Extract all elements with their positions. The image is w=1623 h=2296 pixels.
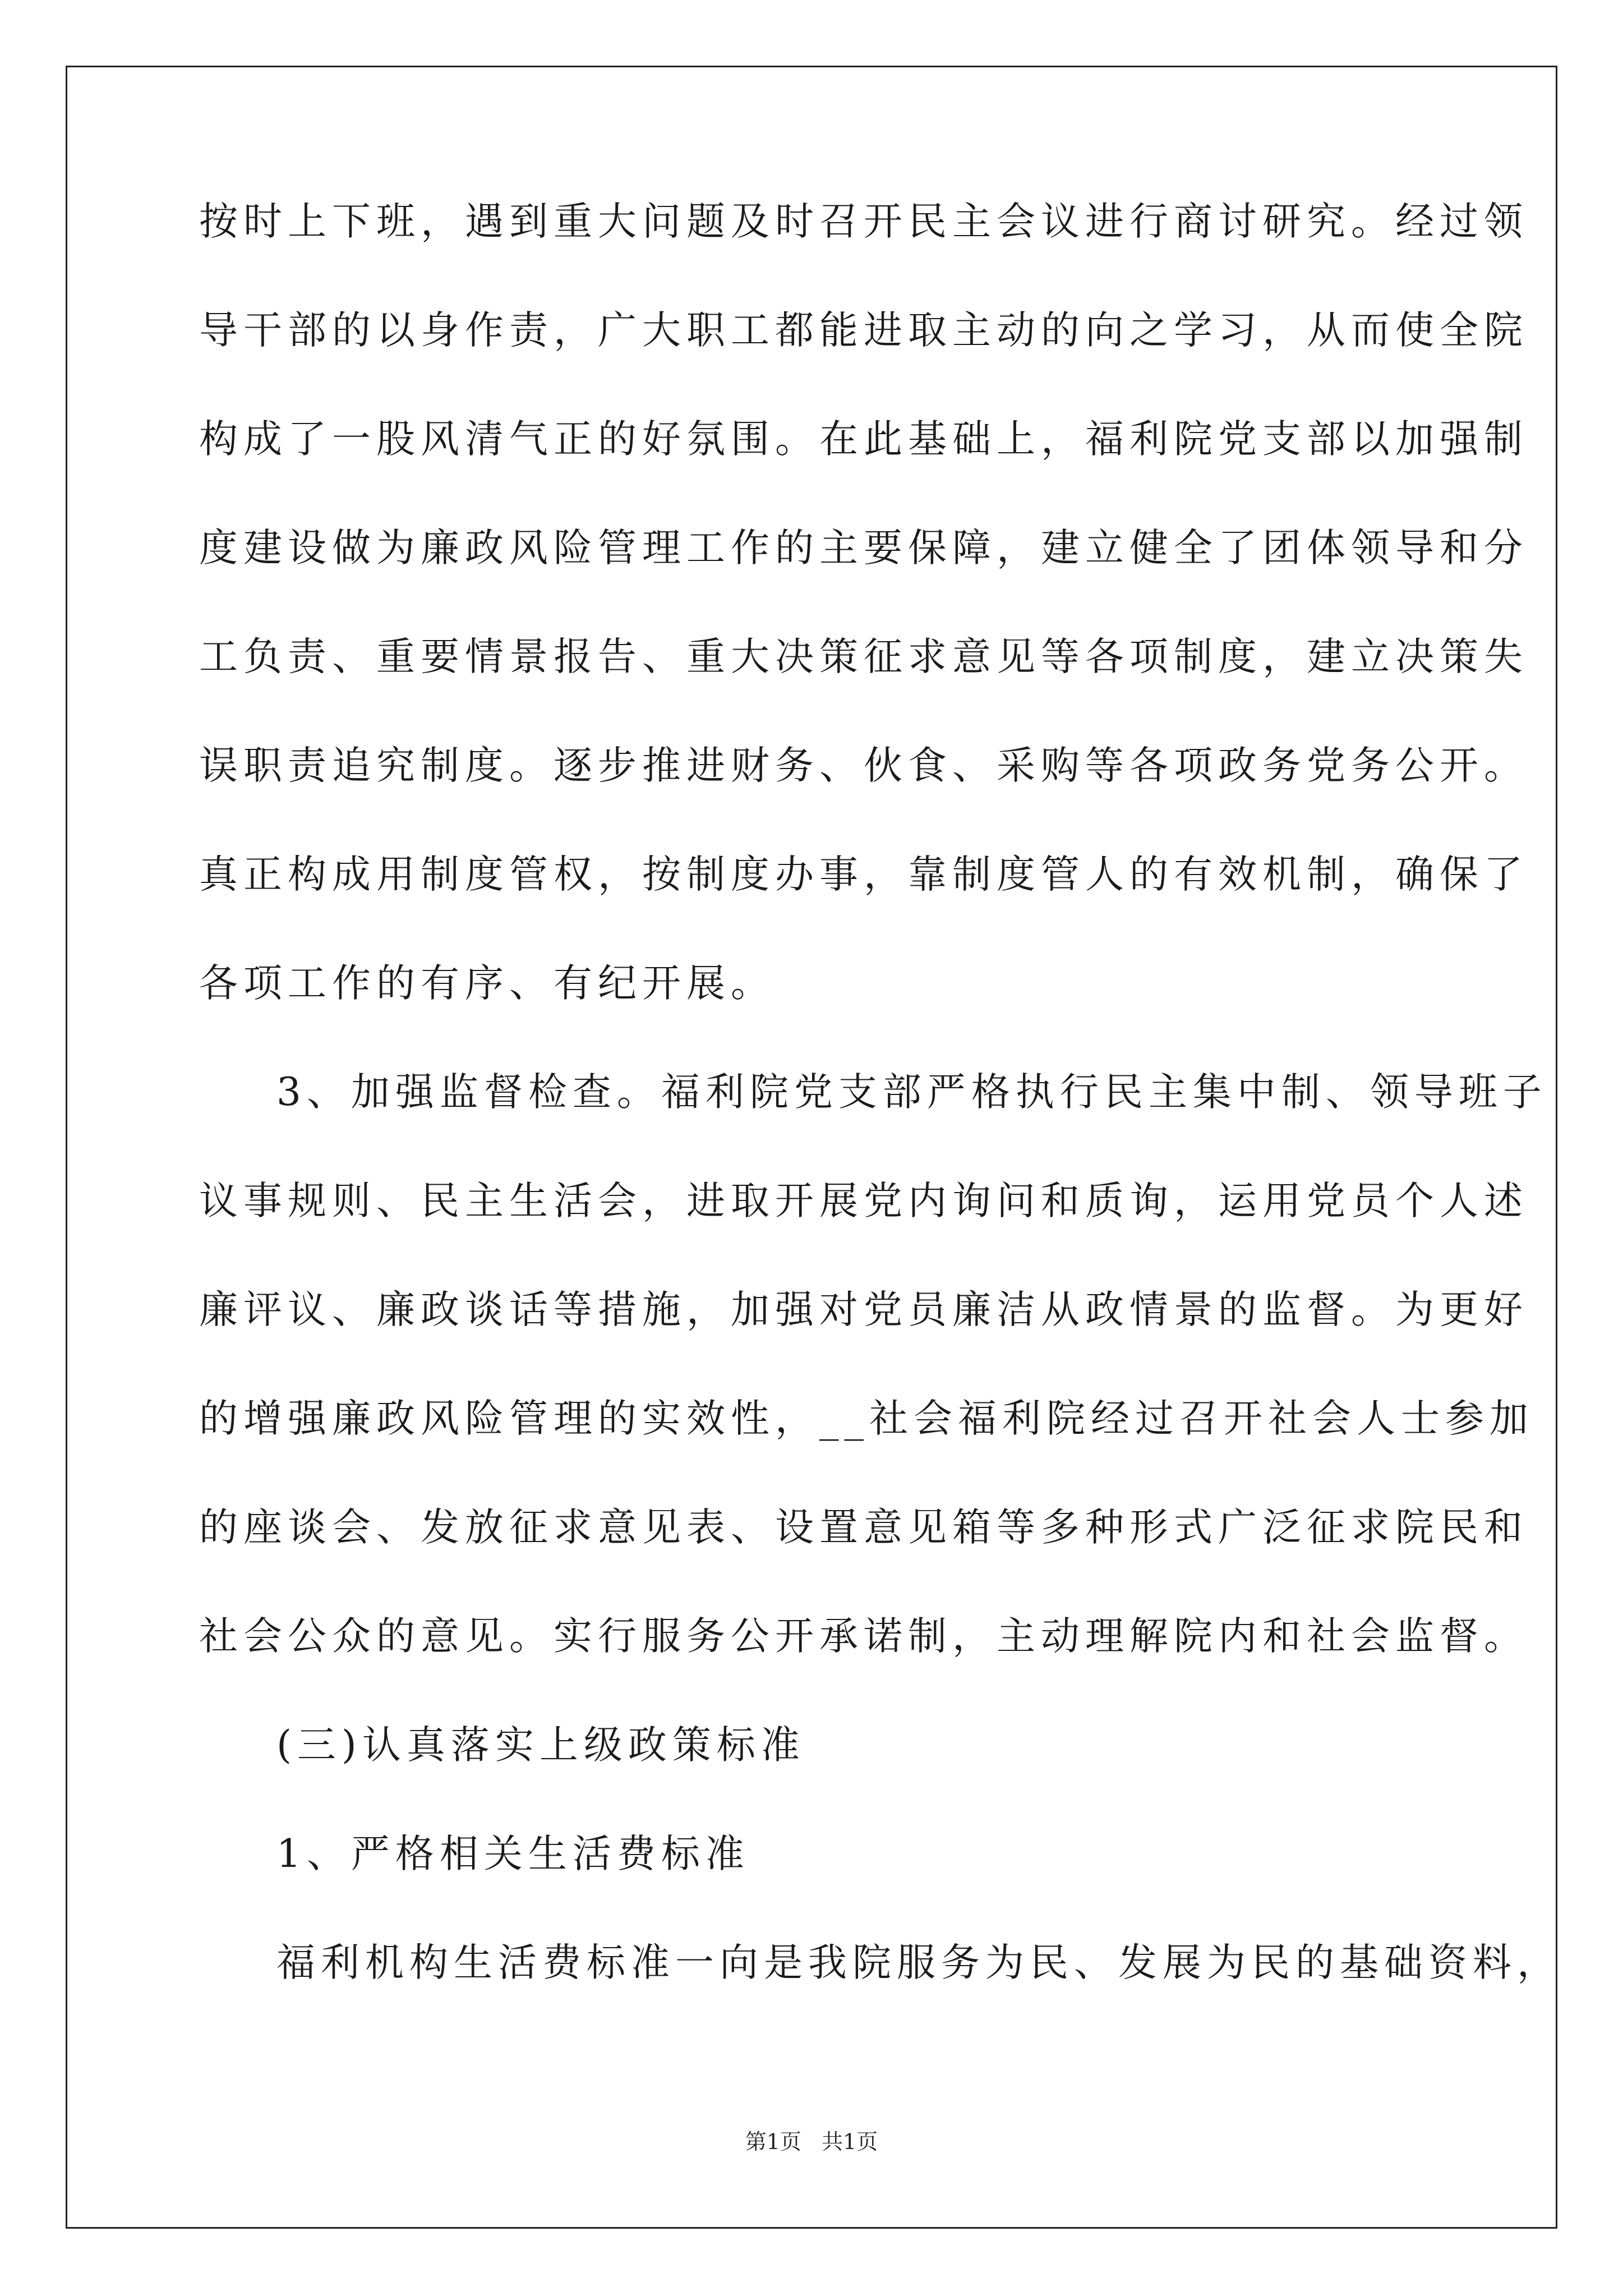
paragraph-line: 导干部的以身作责，广大职工都能进取主动的向之学习，从而使全院 (199, 308, 1528, 353)
paragraph-line: 误职责追究制度。逐步推进财务、伙食、采购等各项政务党务公开。 (199, 743, 1528, 788)
paragraph-line: 3、加强监督检查。福利院党支部严格执行民主集中制、领导班子 (276, 1070, 1547, 1115)
paragraph-line: 的座谈会、发放征求意见表、设置意见箱等多种形式广泛征求院民和 (199, 1505, 1528, 1550)
paragraph-line: 社会公众的意见。实行服务公开承诺制，主动理解院内和社会监督。 (199, 1614, 1528, 1659)
paragraph-line: 议事规则、民主生活会，进取开展党内询问和质询，运用党员个人述 (199, 1179, 1528, 1223)
section-heading: (三)认真落实上级政策标准 (276, 1723, 805, 1768)
page-footer: 第1页 共1页 (745, 2129, 878, 2154)
subsection-heading: 1、严格相关生活费标准 (276, 1832, 750, 1876)
paragraph-line: 工负责、重要情景报告、重大决策征求意见等各项制度，建立决策失 (199, 634, 1528, 679)
paragraph-line: 福利机构生活费标准一向是我院服务为民、发展为民的基础资料， (276, 1940, 1561, 1985)
paragraph-line: 真正构成用制度管权，按制度办事，靠制度管人的有效机制，确保了 (199, 852, 1528, 897)
paragraph-line: 按时上下班，遇到重大问题及时召开民主会议进行商讨研究。经过领 (199, 199, 1528, 244)
paragraph-line: 各项工作的有序、有纪开展。 (199, 961, 775, 1006)
paragraph-line: 的增强廉政风险管理的实效性，__社会福利院经过召开社会人士参加 (199, 1396, 1534, 1441)
paragraph-line: 廉评议、廉政谈话等措施，加强对党员廉洁从政情景的监督。为更好 (199, 1287, 1528, 1332)
page-border (66, 66, 1557, 2229)
paragraph-line: 度建设做为廉政风险管理工作的主要保障，建立健全了团体领导和分 (199, 526, 1528, 570)
paragraph-line: 构成了一股风清气正的好氛围。在此基础上，福利院党支部以加强制 (199, 417, 1528, 462)
